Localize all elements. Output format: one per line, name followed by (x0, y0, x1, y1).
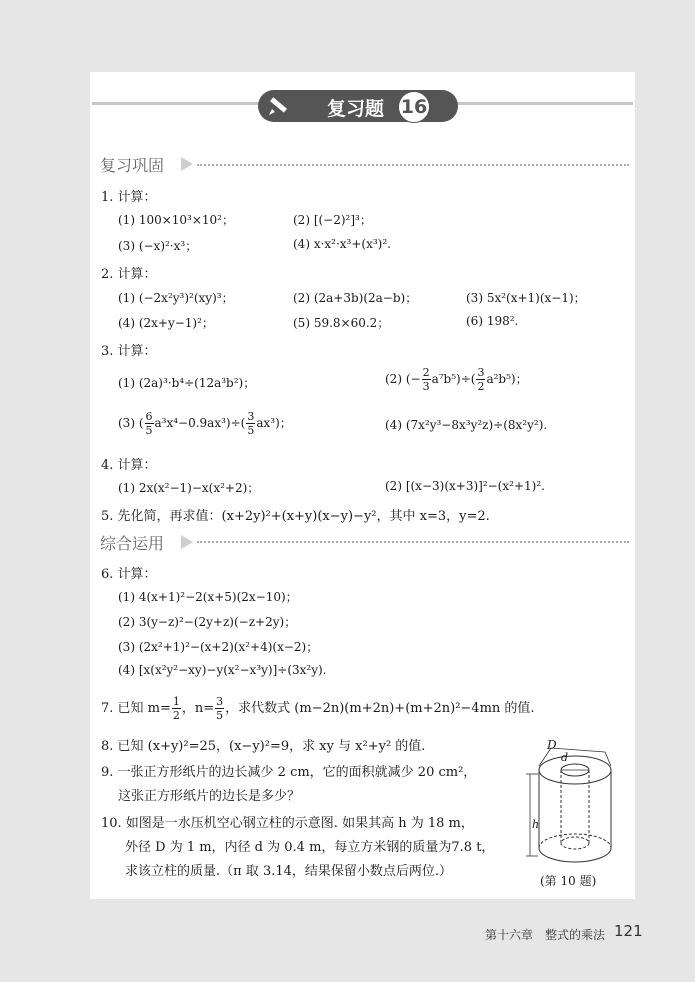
q1-item-2: (2) [(−2)²]³； (293, 213, 372, 227)
fraction-numerator: 3 (247, 410, 255, 423)
footer-chapter: 第十六章 整式的乘法 (485, 928, 606, 942)
figure-label-height: h (532, 818, 540, 831)
q2-item-2: (2) (2a+3b)(2a−b)； (293, 291, 418, 305)
page-title: 复习题 (327, 98, 385, 120)
q3-item-3-suffix: ax³)； (256, 416, 292, 430)
fraction-denominator: 5 (247, 424, 255, 437)
fraction (145, 410, 154, 437)
fraction-denominator: 2 (477, 380, 485, 393)
q2-item-1: (1) (−2x²y³)²(xy)³； (118, 291, 234, 305)
q1-item-1: (1) 100×10³×10²； (118, 213, 234, 227)
q3-item-2-middle: a⁷b⁵)÷( (431, 372, 476, 386)
q7-text (101, 695, 535, 722)
q6-item-3: (3) (2x²+1)²−(x+2)(x²+4)(x−2)； (118, 640, 319, 654)
fraction (172, 695, 181, 722)
fraction-denominator: 3 (422, 380, 430, 393)
q7-suffix: ，求代数式 (m−2n)(m+2n)+(m+2n)²−4mn 的值. (225, 701, 535, 716)
fraction (215, 695, 224, 722)
q7-prefix: 7. 已知 m= (101, 701, 171, 716)
q5-text: 5. 先化简，再求值：(x+2y)²+(x+y)(x−y)−y²，其中 x=3，y=2. (101, 509, 490, 524)
q3-label: 3. 计算： (101, 344, 157, 359)
q3-item-3-middle: a³x⁴−0.9ax³)÷( (154, 416, 246, 430)
q4-label: 4. 计算： (101, 458, 157, 473)
q2-label: 2. 计算： (101, 267, 157, 282)
fraction-denominator: 5 (145, 424, 153, 437)
q3-item-4: (4) (7x²y³−8x³y²z)÷(8x²y²). (385, 418, 548, 432)
chapter-number-badge: 16 (398, 91, 430, 123)
q2-item-5: (5) 59.8×60.2； (293, 316, 390, 330)
fraction (246, 410, 255, 437)
fraction-numerator: 2 (422, 366, 430, 379)
figure-label-outer-diameter: D (547, 738, 557, 752)
section-divider (197, 164, 629, 166)
q1-item-4: (4) x·x²·x³+(x³)². (293, 237, 391, 251)
hollow-cylinder-figure (520, 738, 626, 888)
fraction-numerator: 6 (145, 410, 153, 423)
q10-line-2: 外径 D 为 1 m，内径 d 为 0.4 m，每立方米钢的质量为7.8 t， (125, 840, 495, 855)
q3-item-2-prefix: (2) (− (385, 372, 421, 386)
section-divider (197, 541, 629, 543)
q4-item-1: (1) 2x(x²−1)−x(x²+2)； (118, 481, 260, 495)
section-arrow-icon (181, 535, 193, 549)
q3-item-2 (385, 366, 528, 393)
pencil-icon (266, 93, 292, 119)
q1-label: 1. 计算： (101, 190, 157, 205)
figure-label-inner-diameter: d (561, 751, 569, 764)
q3-item-2-suffix: a²b⁵)； (486, 372, 528, 386)
q7-middle: ，n= (181, 701, 215, 716)
q3-item-1: (1) (2a)³·b⁴÷(12a³b²)； (118, 376, 256, 390)
fraction-numerator: 3 (477, 366, 485, 379)
section-apply-heading: 综合运用 (100, 534, 165, 553)
fraction (422, 366, 431, 393)
fraction-numerator: 3 (216, 695, 224, 708)
q10-line-3: 求该立柱的质量.（π 取 3.14，结果保留小数点后两位.） (125, 864, 453, 879)
q10-line-1: 10. 如图是一水压机空心钢立柱的示意图. 如果其高 h 为 18 m， (101, 816, 474, 831)
fraction-denominator: 2 (172, 709, 180, 722)
figure-caption: (第 10 题) (540, 874, 597, 888)
q1-item-3: (3) (−x)²·x³； (118, 239, 198, 253)
q2-item-4: (4) (2x+y−1)²； (118, 316, 214, 330)
q6-item-4: (4) [x(x²y²−xy)−y(x²−x³y)]÷(3x²y). (118, 663, 327, 677)
section-review-heading: 复习巩固 (100, 156, 165, 175)
q9-line-1: 9. 一张正方形纸片的边长减少 2 cm，它的面积就减少 20 cm²， (101, 765, 477, 780)
fraction-numerator: 1 (172, 695, 180, 708)
page-number: 121 (614, 922, 643, 940)
q3-item-3-prefix: (3) ( (118, 416, 144, 430)
q6-item-2: (2) 3(y−z)²−(2y+z)(−z+2y)； (118, 615, 297, 629)
q4-item-2: (2) [(x−3)(x+3)]²−(x²+1)². (385, 479, 545, 493)
q2-item-3: (3) 5x²(x+1)(x−1)； (466, 291, 586, 305)
q9-line-2: 这张正方形纸片的边长是多少？ (118, 789, 301, 804)
q6-item-1: (1) 4(x+1)²−2(x+5)(2x−10)； (118, 590, 298, 604)
q8-text: 8. 已知 (x+y)²=25，(x−y)²=9，求 xy 与 x²+y² 的值. (101, 739, 426, 754)
section-arrow-icon (181, 157, 193, 171)
fraction (476, 366, 485, 393)
q2-item-6: (6) 198². (466, 314, 519, 328)
fraction-denominator: 5 (216, 709, 224, 722)
q3-item-3 (118, 410, 292, 437)
q6-label: 6. 计算： (101, 567, 157, 582)
